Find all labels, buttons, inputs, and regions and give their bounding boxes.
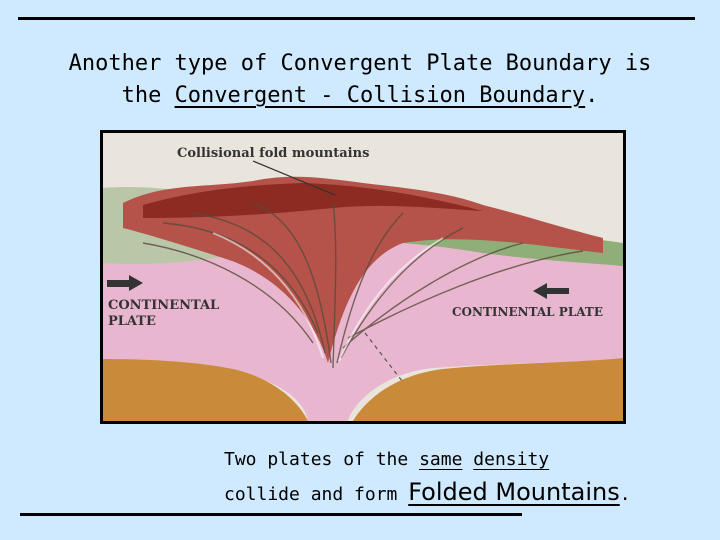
label-right-plate: CONTINENTAL PLATE xyxy=(452,305,603,319)
caption-density: density xyxy=(473,449,550,470)
slide-title xyxy=(0,48,720,112)
caption xyxy=(224,444,704,511)
top-rule xyxy=(18,17,695,20)
caption-line-1 xyxy=(224,444,704,476)
title-prefix: the xyxy=(121,83,175,108)
label-left-plate-2: PLATE xyxy=(108,314,156,329)
title-suffix: . xyxy=(585,83,599,108)
caption-text: Two plates of the xyxy=(224,449,420,470)
caption-period: . xyxy=(619,484,631,505)
caption-text-2: collide and form xyxy=(224,484,409,505)
collision-boundary-diagram xyxy=(100,130,626,424)
bottom-rule xyxy=(20,513,522,516)
caption-same: same xyxy=(419,449,463,470)
caption-space xyxy=(462,449,473,470)
title-line-1: Another type of Convergent Plate Boundary is xyxy=(68,51,652,76)
caption-line-2 xyxy=(224,476,704,511)
label-left-plate-1: CONTINENTAL xyxy=(108,298,220,313)
caption-folded-mountains: Folded Mountains xyxy=(408,478,620,506)
title-term: Convergent - Collision Boundary xyxy=(174,83,586,108)
title-line-2 xyxy=(0,80,720,112)
label-fold-mountains: Collisional fold mountains xyxy=(177,146,370,161)
